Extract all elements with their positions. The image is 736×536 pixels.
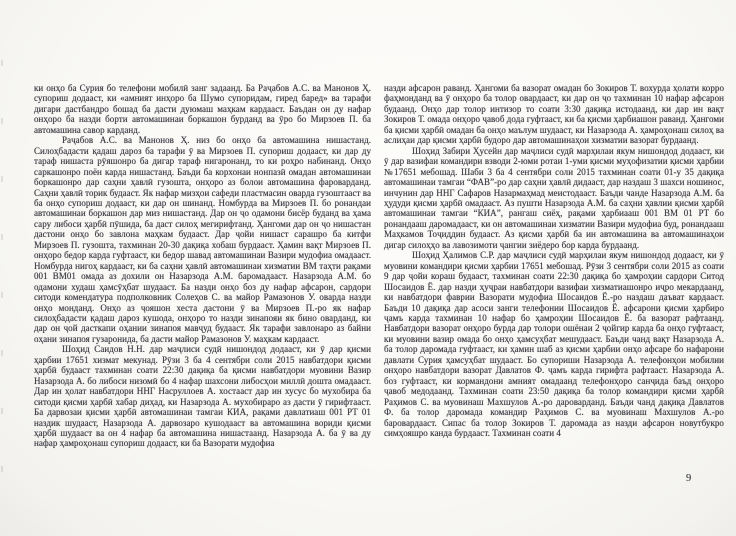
paragraph: Шоҳид Ҳалимов С.Р. дар маҷлиси судӣ марҳилаи якум нишондод додааст, ки ӯ муовини командири қисми ҳарбии 17651 мебошад. Рӯзи 3 сентябри соли 2015 аз соати 9 дар ҷойи кораш будааст, тахминан соати 22:30 дақиқа бо ҳамроҳии сардори Ситод Шосаидов Ё. дар назди ҳуҷраи навбатдори вазифаи хизматиашонро иҷро мекардаанд, ки навбатдори фаврии Вазорати мудофиа Шосаидов Ё.-ро наздаш даъват кардааст. Баъди 10 дақиқа дар асоси занги телефонии Шосаидов Ё. афсарони қисми ҳарбиро ҷамъ карда тахминан 10 нафар бо ҳамроҳии Шосаидов Ё. ба вазорат рафтаанд. Навбатдори вазорат онҳоро бурда дар толори ошёнаи 2 ҷойгир карда ба онҳо гуфтааст, ки муовини вазир омада бо онҳо ҳамсуҳбат мешудааст. Баъди чанд вақт Назарзода А. ба толор даромада гуфтааст, ки ҳамин шаб аз қисми ҳарбии онҳо афсаре бо нафарони давлати Сурия ҳамсуҳбат шудааст. Бо супориши Назарзода А. телефонҳои мобилии онҳоро навбатдори вазорат Давлатов Ф. ҷамъ карда гирифта рафтааст. Назарзода А. боз гуфтааст, ки кормандони амният омадаанд телефонҳоро санҷида баъд онҳоро ҷавоб медодаанд. Тахминан соати 23:50 дақиқа ба толор командири қисми ҳарбӣ Раҳимов С. ва муовинаш Махшулов А.-ро дароварданд. Баъди чанд дақиқа Давлатов Ф. ба толор даромада командир Раҳимов С. ва муовинаш Махшулов А.-ро баровардааст. Сипас ба толор Зокиров Т. даромада аз назди афсарон новутбукро симҳояшро канда бурдааст. Тахминан соати 4	[384, 250, 724, 438]
paragraph: Шоҳид Саидов Н.Н. дар маҷлиси судӣ нишондод додааст, ки ӯ дар қисми ҳарбии 17651 хизмат мекунад. Рӯзи 3 ба 4 сентябри соли 2015 навбатдори қисми ҳарбӣ будааст тахминан соати 22:30 дақиқа ба қисми навбатдори муовини Вазир Назарзода А. бо либоси низомӣ бо 4 нафар шахсони либосҳои миллӣ дошта омадааст. Дар ин ҳолат навбатдори ННГ Насруллоев А. хостааст дар ин хусус бо мухобира ба ситоди қисми ҳарбӣ хабар диҳад, ки Назарзода А. мухобираро аз дасти ӯ гирифтааст. Ба дарвозаи қисми ҳарбӣ автомашинаи тамгаи КИА, рақами давлатиаш 001 РТ 01 наздик шудааст, Назарзода А. дарвозаро кушодааст ва автомашина вориди қисми ҳарбӣ шудааст ва он 4 нафар ба автомашина нишастаанд. Назарзода А. ба ӯ ва ду нафар ҳамроҳонаш супориш додааст, ки ба Вазорати мудофиа	[34, 344, 371, 449]
text-column-right	[384, 83, 724, 449]
paragraph: Шоҳид Забири Ҳусейн дар маҷлиси судӣ марҳилаи якум нишондод додааст, ки ӯ дар вазифаи командири взводи 2-юми ротаи 1-уми қисми муҳофизатии қисми ҳарбии №17651 мебошад. Шаби 3 ба 4 сентябри соли 2015 тахминан соати 01-у 35 дақиқа автомашинаи тамгаи “ФАВ”-ро дар саҳни ҳавлӣ дидааст, дар наздаш 3 шахси ношинос, инчунин дар ННГ Сафаров Назармаҳмад меистодааст. Баъди чанде Назарзода А.М. ба ҳудуди қисми ҳарбӣ омадааст. Аз пушти Назарзода А.М. ба саҳни ҳавлии қисми ҳарбӣ автомашинаи тамгаи “КИА”, рангаш сиёҳ, рақами ҳарбиааш 001 ВМ 01 РТ бо ронандааш даромадааст, ки он автомашинаи хизматии Вазири мудофиа буд, ронандааш Маҳкамов Тоҷиддин будааст. Аз қисми ҳарбӣ ба ин автомашина ва автомашинаҳои дигар силоҳҳо ва лавозимоти ҷангии зиёдеро бор карда бурдаанд.	[384, 145, 724, 250]
scan-edge-artifact	[1, 60, 3, 480]
page-number: 9	[686, 473, 692, 484]
paragraph: назди афсарон раванд. Ҳангоми ба вазорат омадан бо Зокиров Т. вохурда ҳолати корро фаҳмонданд ва ӯ онҳоро ба толор овардааст, ки дар он ҷо тахминан 10 нафар афсарон будаанд. Онҳо дар толор интизор то соати 3:30 дақиқа истодаанд, ки дар ин вақт Зокиров Т. омада онҳоро ҷавоб дода гуфтааст, ки ба қисми ҳарбиашон раванд. Ҳангоми ба қисми ҳарбӣ омадан ба онҳо маълум шудааст, ки Назарзода А. ҳамроҳонаш силоҳ ва аслиҳаи дар қисми ҳарбӣ будоро дар автомашинаҳои хизматии вазорат бурдаанд.	[384, 83, 724, 146]
text-body	[34, 83, 724, 449]
text-column-left	[34, 83, 371, 449]
paragraph: Раҷабов А.С. ва Манонов Ҳ. низ бо онҳо ба автомашина нишастанд. Силоҳбадасти қадаш дароз ба тарафи ӯ ва Мирзоев П. супориш додааст, ки дар ду тараф нишаста рӯяшонро ба дигар тараф нигаронанд, то ки роҳро набинанд. Онҳо саркашонро поён карда нишастанд. Баъди ба корхонаи нонпазӣ омадан автомашинаи боркашонро дар саҳни ҳавлӣ гузошта, онҳоро аз болои автомашина фароварданд. Саҳни ҳавлӣ торик будааст. Як нафар мизҳои сафеди пластмасин оварда гузоштааст ва ба онҳо супориш додааст, ки дар он шинанд. Номбурда ва Мирзоев П. бо ронандаи автомашинаи боркашон дар миз нишастанд. Дар он ҷо одамони бисёр буданд ва ҳама сару либоси ҳарбӣ пӯшида, ба даст силоҳ мегирифтанд. Ҳангоми дар он ҷо нишастан дастони онҳо бо завлона маҳкам будааст. Дар ҷойи нишаст сарашро ба китфи Мирзоев П. гузошта, тахминан 20-30 дақиқа хобаш бурдааст. Ҳамин вақт Мирзоев П. онҳоро бедор карда гуфтааст, ки бедор шавад автомашинаи Вазири мудофиа омадааст. Номбурда нигоҳ кардааст, ки ба саҳни ҳавлӣ автомашинаи хизматии ВМ таҳти рақами 001 ВМ01 омада аз дохили он Назарзода А.М. баромадааст. Назарзода А.М. бо одамони худаш ҳамсӯҳбат шудааст. Ба назди онҳо боз ду нафар афсарон, сардори ситоди комендатура подполковник Солеҳов С. ва майор Рамазонов У. оварда назди онҳо монданд. Онҳо аз ҷояшон хеста дастони ӯ ва Мирзоев П.-ро як нафар силоҳбадасти қадаш дароз кушода, онҳоро то назди зинапояи як бино оварданд, ки дар он ҷой дасткапи оҳании зинапоя мавҷуд будааст. Як тарафи завлонаро аз байни оҳани зинапоя гузаронида, ба дасти майор Рамазонов У. маҳкам кардааст.	[34, 135, 371, 344]
paragraph: ки онҳо ба Сурия бо телефони мобилӣ занг задаанд. Ба Раҷабов А.С. ва Манонов Ҳ. супориш додааст, ки «амният инҳоро ба Шумо супоридам, гиред баред» ва тарафи дигари дастбандро бошад ба дасти дуюмаш маҳкам кардааст. Баъдан он ду нафар онҳоро ба назди борти автомашинаи боркашон бурданд ва ӯро бо Мирзоев П. ба автомашина савор карданд.	[34, 83, 371, 135]
